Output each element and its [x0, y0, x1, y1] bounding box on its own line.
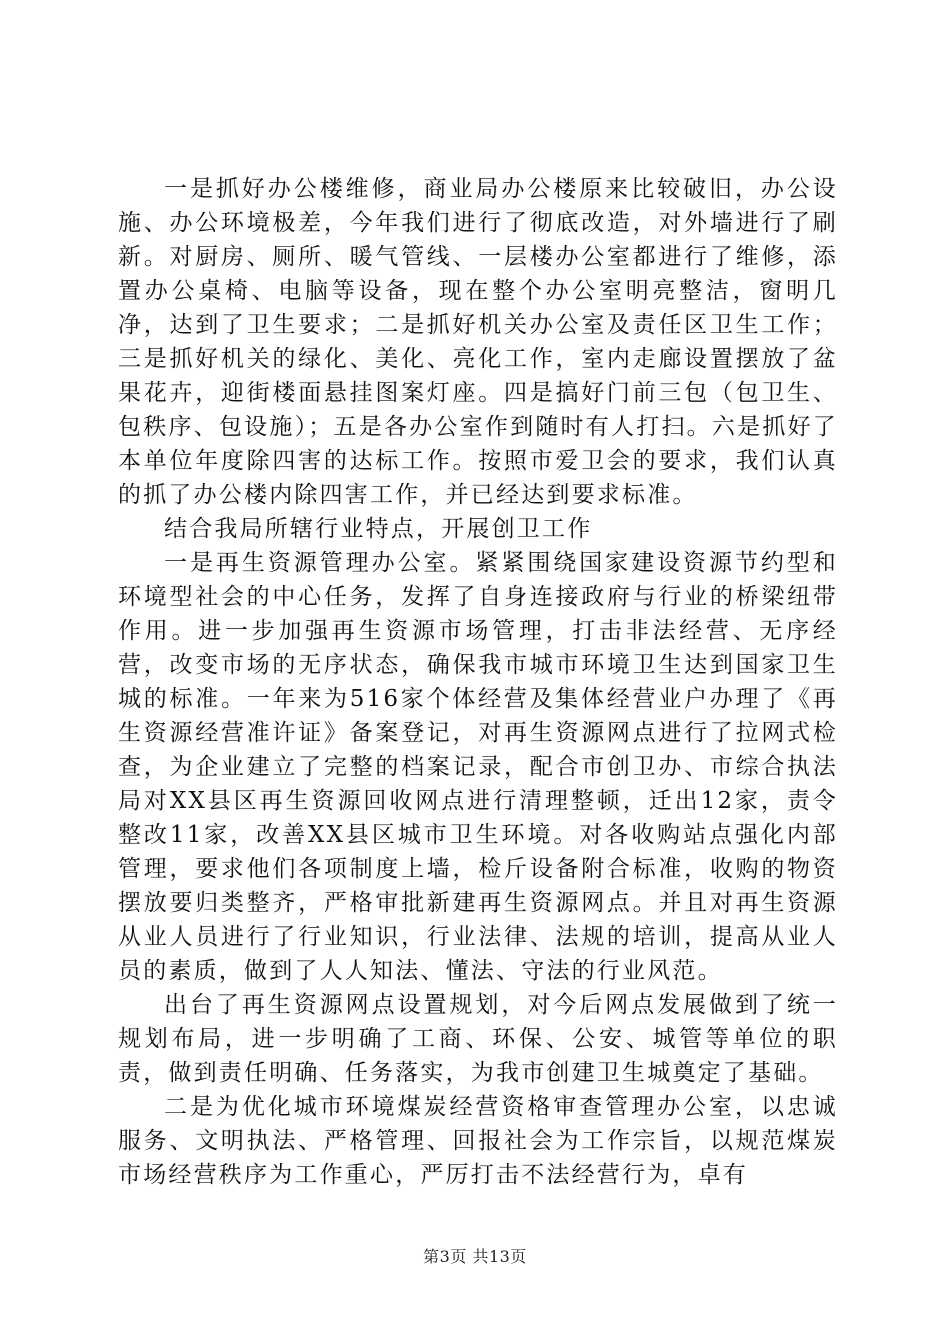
paragraph-network-planning: 出台了再生资源网点设置规划，对今后网点发展做到了统一规划布局，进一步明确了工商、环保、公安、城管等单位的职责，做到责任明确、任务落实，为我市创建卫生城奠定了基础。	[118, 992, 838, 1086]
paragraph-recycling-office: 一是再生资源管理办公室。紧紧围绕国家建设资源节约型和环境型社会的中心任务，发挥了自身连接政府与行业的桥梁纽带作用。进一步加强再生资源市场管理，打击非法经营、无序经营，改变市场的无序状态，确保我市城市环境卫生达到国家卫生城的标准。一年来为516家个体经营及集体经营业户办理了《再生资源经营准许证》备案登记，对再生资源网点进行了拉网式检查，为企业建立了完整的档案记录，配合市创卫办、市综合执法局对XX县区再生资源回收网点进行清理整顿，迁出12家，责令整改11家，改善XX县区城市卫生环境。对各收购站点强化内部管理，要求他们各项制度上墙，检斤设备附合标准，收购的物资摆放要归类整齐，严格审批新建再生资源网点。并且对再生资源从业人员进行了行业知识，行业法律、法规的培训，提高从业人员的素质，做到了人人知法、懂法、守法的行业风范。	[118, 550, 838, 984]
section-heading: 结合我局所辖行业特点，开展创卫工作	[164, 516, 593, 542]
paragraph-office-maintenance: 一是抓好办公楼维修，商业局办公楼原来比较破旧，办公设施、办公环境极差，今年我们进行了彻底改造，对外墙进行了刷新。对厨房、厕所、暖气管线、一层楼办公室都进行了维修，添置办公桌椅、电脑等设备，现在整个办公室明亮整洁，窗明几净，达到了卫生要求；二是抓好机关办公室及责任区卫生工作；三是抓好机关的绿化、美化、亮化工作，室内走廊设置摆放了盆果花卉，迎街楼面悬挂图案灯座。四是搞好门前三包（包卫生、包秩序、包设施）；五是各办公室作到随时有人打扫。六是抓好了本单位年度除四害的达标工作。按照市爱卫会的要求，我们认真的抓了办公楼内除四害工作，并已经达到要求标准。	[118, 176, 838, 508]
document-body	[118, 172, 838, 1192]
paragraph-coal-office: 二是为优化城市环境煤炭经营资格审查管理办公室，以忠诚服务、文明执法、严格管理、回报社会为工作宗旨，以规范煤炭市场经营秩序为工作重心，严厉打击不法经营行为，卓有	[118, 1094, 838, 1188]
page-footer: 第3页 共13页	[423, 1247, 527, 1266]
